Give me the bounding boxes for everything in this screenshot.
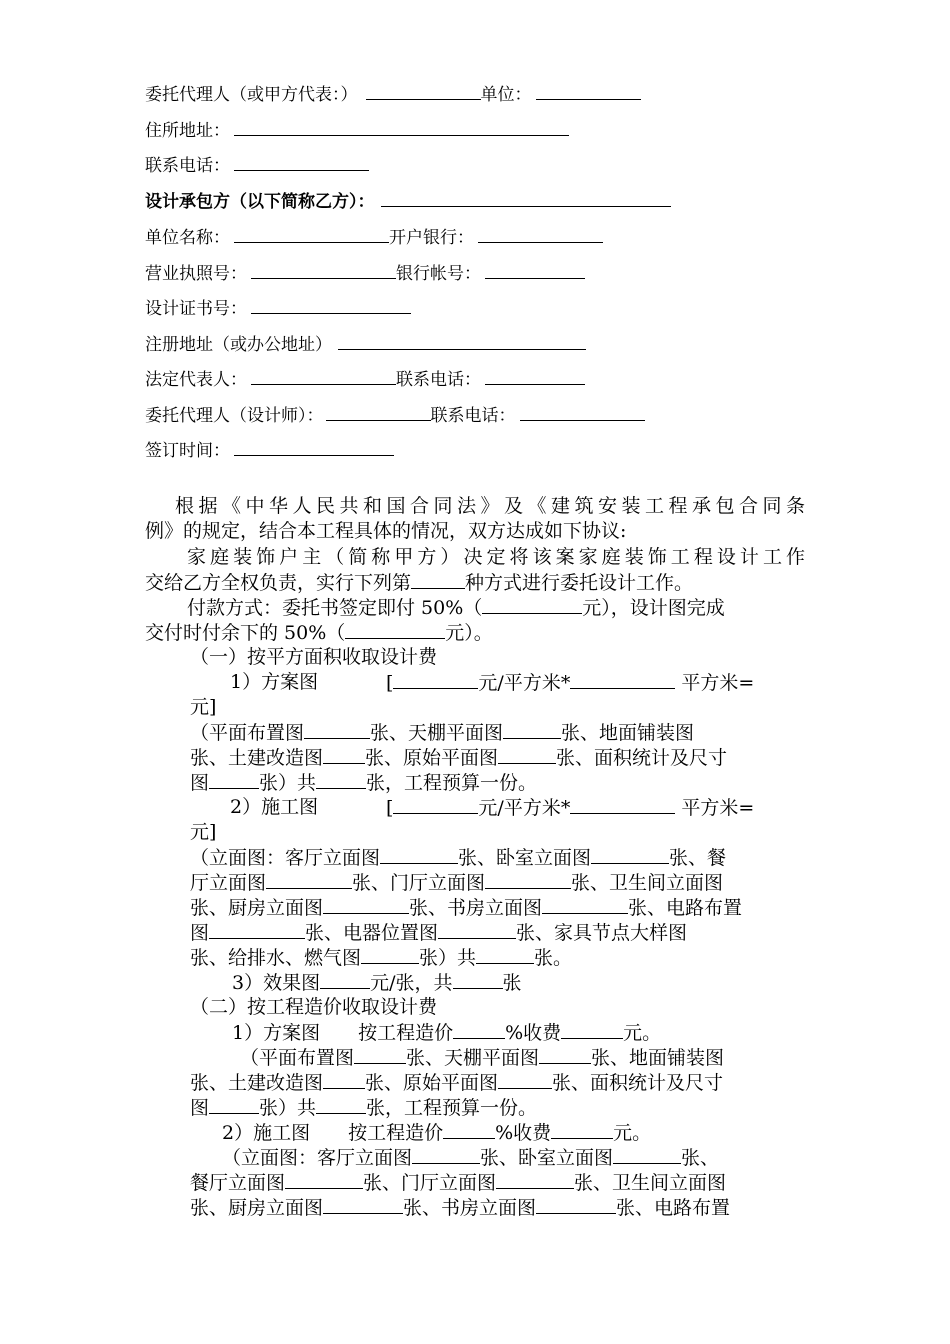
s2-cons-line	[222, 1120, 651, 1145]
s1-plan-total: 元]	[190, 696, 217, 718]
detail-text: （立面图：客厅立面图	[190, 847, 381, 869]
detail-text: 张、土建改造图	[190, 747, 324, 769]
count-blank[interactable]	[209, 920, 305, 939]
s1-plan-area-blank[interactable]	[570, 670, 675, 689]
count-blank[interactable]	[539, 1045, 591, 1064]
sign-time-label: 签订时间：	[145, 441, 230, 461]
section-1-title: （一）按平方面积收取设计费	[190, 646, 438, 668]
count-blank[interactable]	[498, 1070, 552, 1089]
assign-line-1: 家庭装饰户主（简称甲方）决定将该案家庭装饰工程设计工作	[187, 546, 805, 568]
s2-cons-detail-2	[190, 1170, 726, 1195]
count-blank[interactable]	[316, 1095, 366, 1114]
phone-a-label: 联系电话：	[145, 156, 230, 176]
count-blank[interactable]	[316, 770, 366, 789]
cert-label: 设计证书号：	[145, 299, 247, 319]
payment-line-2	[145, 620, 493, 645]
agent-a-field	[145, 82, 641, 105]
detail-text: 张、地面铺装图	[591, 1047, 725, 1069]
company-name-blank[interactable]	[234, 225, 389, 243]
detail-text: 图	[190, 1097, 210, 1119]
detail-text: 张	[502, 972, 522, 994]
count-blank[interactable]	[476, 945, 534, 964]
s2-plan-line	[232, 1020, 661, 1045]
s1-cons-detail-3	[190, 895, 742, 920]
agent-a-blank[interactable]	[366, 82, 481, 100]
count-blank[interactable]	[320, 970, 370, 989]
count-blank[interactable]	[323, 745, 365, 764]
detail-text: 张、厨房立面图	[190, 1197, 324, 1219]
s1-cons-area-label: 平方米=	[681, 797, 755, 819]
detail-text: （平面布置图	[240, 1047, 355, 1069]
count-blank[interactable]	[285, 1170, 363, 1189]
detail-text: 元。	[623, 1022, 662, 1044]
detail-text: 张、土建改造图	[190, 1072, 324, 1094]
count-blank[interactable]	[323, 1195, 403, 1214]
phone-c-label: 联系电话：	[430, 406, 516, 426]
s1-cons-rate-label: 元/平方米*	[478, 797, 571, 819]
count-blank[interactable]	[485, 870, 571, 889]
count-blank[interactable]	[323, 1070, 365, 1089]
s1-plan-rate-label: 元/平方米*	[478, 672, 571, 694]
payment-line-1	[187, 595, 725, 620]
s1-plan-label: 1）方案图	[230, 671, 319, 693]
s1-plan-area-label: 平方米=	[681, 672, 755, 694]
detail-text: 张、天棚平面图	[406, 1047, 540, 1069]
company-name-label: 单位名称：	[145, 228, 230, 248]
detail-text: 厅立面图	[190, 872, 267, 894]
detail-text: 图	[190, 772, 210, 794]
detail-text: 元/张，共	[370, 972, 453, 994]
detail-text: 张，工程预算一份。	[366, 1097, 538, 1119]
unit-label: 单位：	[480, 85, 532, 105]
detail-text: 张、电器位置图	[305, 922, 439, 944]
s1-cons-total: 元]	[190, 821, 217, 843]
count-blank[interactable]	[438, 920, 516, 939]
s1-cons-formula	[386, 795, 754, 820]
assign-text-a: 交给乙方全权负责，实行下列第	[145, 572, 412, 594]
s2-cons-detail-1	[222, 1145, 719, 1170]
payment-rest-blank[interactable]	[345, 620, 445, 639]
license-field	[145, 261, 585, 284]
unit-blank[interactable]	[536, 82, 641, 100]
cert-field	[145, 296, 411, 319]
address-blank[interactable]	[234, 118, 569, 136]
method-blank[interactable]	[411, 570, 465, 589]
count-blank[interactable]	[496, 1170, 574, 1189]
detail-text: 张、门厅立面图	[352, 872, 486, 894]
party-b-blank[interactable]	[381, 189, 671, 207]
detail-text: 张、电路布置	[628, 897, 743, 919]
s2-plan-detail-3	[190, 1095, 537, 1120]
s1-cons-detail-5	[190, 945, 572, 970]
address-label: 住所地址：	[145, 121, 230, 141]
s1-cons-rate-blank[interactable]	[393, 795, 478, 814]
detail-text: 张。	[534, 947, 573, 969]
count-blank[interactable]	[209, 770, 259, 789]
detail-text: 3）效果图	[232, 972, 321, 994]
count-blank[interactable]	[503, 720, 561, 739]
detail-text: （立面图：客厅立面图	[222, 1147, 413, 1169]
count-blank[interactable]	[209, 1095, 259, 1114]
legal-rep-blank[interactable]	[251, 367, 396, 385]
detail-text: 张、卫生间立面图	[574, 1172, 727, 1194]
s1-plan-detail-2	[190, 745, 727, 770]
count-blank[interactable]	[304, 720, 370, 739]
count-blank[interactable]	[551, 1120, 613, 1139]
party-b-heading: 设计承包方（以下简称乙方）：	[145, 192, 375, 212]
sign-time-field	[145, 438, 394, 461]
phone-a-blank[interactable]	[234, 153, 369, 171]
count-blank[interactable]	[361, 945, 419, 964]
count-blank[interactable]	[536, 1195, 616, 1214]
s1-cons-area-blank[interactable]	[570, 795, 675, 814]
count-blank[interactable]	[354, 1045, 406, 1064]
count-blank[interactable]	[323, 895, 409, 914]
s2-plan-detail-1	[240, 1045, 724, 1070]
count-blank[interactable]	[412, 1145, 480, 1164]
s1-plan-formula	[386, 670, 754, 695]
detail-text: 元。	[613, 1122, 652, 1144]
s1-cons-detail-1	[190, 845, 726, 870]
legal-rep-label: 法定代表人：	[145, 370, 247, 390]
detail-text: 张，工程预算一份。	[366, 772, 538, 794]
detail-text: 张、卫生间立面图	[571, 872, 724, 894]
s1-plan-rate-blank[interactable]	[393, 670, 478, 689]
detail-text: 1）方案图 按工程造价	[232, 1022, 454, 1044]
account-label: 银行帐号：	[396, 264, 481, 284]
s1-plan-detail-3	[190, 770, 537, 795]
detail-text: 张、门厅立面图	[363, 1172, 497, 1194]
detail-text: 张、卧室立面图	[458, 847, 592, 869]
reg-address-blank[interactable]	[338, 332, 586, 350]
detail-text: %收费	[505, 1022, 562, 1044]
s1-cons-detail-4	[190, 920, 687, 945]
detail-text: 张、	[681, 1147, 720, 1169]
bank-blank[interactable]	[478, 225, 603, 243]
phone-c-blank[interactable]	[520, 403, 645, 421]
detail-text: 张、天棚平面图	[370, 722, 504, 744]
phone-b-blank[interactable]	[485, 367, 585, 385]
detail-text: （平面布置图	[190, 722, 305, 744]
detail-text: 2）施工图 按工程造价	[222, 1122, 444, 1144]
s1-cons-label: 2）施工图	[230, 796, 319, 818]
phone-b-label: 联系电话：	[396, 370, 481, 390]
s1-plan-detail-1	[190, 720, 694, 745]
section-2-title: （二）按工程造价收取设计费	[190, 996, 438, 1018]
address-field	[145, 118, 569, 141]
payment-text-b: 元），设计图完成	[582, 597, 725, 619]
agent-b-field	[145, 403, 645, 426]
assign-text-b: 种方式进行委托设计工作。	[465, 572, 694, 594]
party-b-field	[145, 189, 671, 212]
count-blank[interactable]	[380, 845, 458, 864]
count-blank[interactable]	[443, 1120, 495, 1139]
detail-text: 张、面积统计及尺寸	[556, 747, 728, 769]
intro-line-2: 例》的规定，结合本工程具体的情况，双方达成如下协议:	[145, 520, 627, 542]
agent-b-label: 委托代理人（设计师）：	[145, 406, 324, 426]
bank-label: 开户银行：	[389, 228, 474, 248]
detail-text: 张、卧室立面图	[480, 1147, 614, 1169]
s2-cons-detail-3	[190, 1195, 730, 1220]
s2-plan-detail-2	[190, 1070, 723, 1095]
detail-text: 图	[190, 922, 210, 944]
phone-a-field	[145, 153, 369, 176]
count-blank[interactable]	[453, 970, 503, 989]
detail-text: %收费	[495, 1122, 552, 1144]
count-blank[interactable]	[591, 845, 669, 864]
detail-text: 张、家具节点大样图	[516, 922, 688, 944]
detail-text: 张、餐	[669, 847, 727, 869]
detail-text: 张）共	[259, 1097, 317, 1119]
detail-text: 张、给排水、燃气图	[190, 947, 362, 969]
detail-text: 张、原始平面图	[365, 1072, 499, 1094]
detail-text: 张、书房立面图	[403, 1197, 537, 1219]
count-blank[interactable]	[542, 895, 628, 914]
license-label: 营业执照号：	[145, 264, 247, 284]
legal-rep-field	[145, 367, 585, 390]
bracket-open: [	[386, 672, 394, 694]
payment-text-d: 元）。	[445, 622, 493, 644]
detail-text: 张）共	[419, 947, 477, 969]
count-blank[interactable]	[498, 745, 556, 764]
count-blank[interactable]	[613, 1145, 681, 1164]
license-blank[interactable]	[251, 261, 396, 279]
intro-line-1: 根据《中华人民共和国合同法》及《建筑安装工程承包合同条	[175, 495, 805, 517]
detail-text: 张、书房立面图	[409, 897, 543, 919]
reg-address-label: 注册地址（或办公地址）	[145, 335, 332, 355]
company-name-field	[145, 225, 603, 248]
count-blank[interactable]	[266, 870, 352, 889]
agent-b-blank[interactable]	[326, 403, 431, 421]
s1-render-line	[232, 970, 522, 995]
payment-first-blank[interactable]	[482, 595, 582, 614]
s1-cons-detail-2	[190, 870, 723, 895]
reg-address-field	[145, 332, 586, 355]
detail-text: 张、厨房立面图	[190, 897, 324, 919]
detail-text: 张）共	[259, 772, 317, 794]
payment-text-a: 付款方式：委托书签定即付 50%（	[187, 597, 483, 619]
detail-text: 张、原始平面图	[365, 747, 499, 769]
count-blank[interactable]	[453, 1020, 505, 1039]
detail-text: 餐厅立面图	[190, 1172, 286, 1194]
detail-text: 张、电路布置	[616, 1197, 731, 1219]
cert-blank[interactable]	[251, 296, 411, 314]
agent-a-label: 委托代理人（或甲方代表：）	[145, 85, 358, 105]
bracket-open: [	[386, 797, 394, 819]
account-blank[interactable]	[485, 261, 585, 279]
payment-text-c: 交付时付余下的 50%（	[145, 622, 346, 644]
detail-text: 张、地面铺装图	[561, 722, 695, 744]
sign-time-blank[interactable]	[234, 438, 394, 456]
count-blank[interactable]	[561, 1020, 623, 1039]
assign-line-2	[145, 570, 693, 595]
detail-text: 张、面积统计及尺寸	[552, 1072, 724, 1094]
